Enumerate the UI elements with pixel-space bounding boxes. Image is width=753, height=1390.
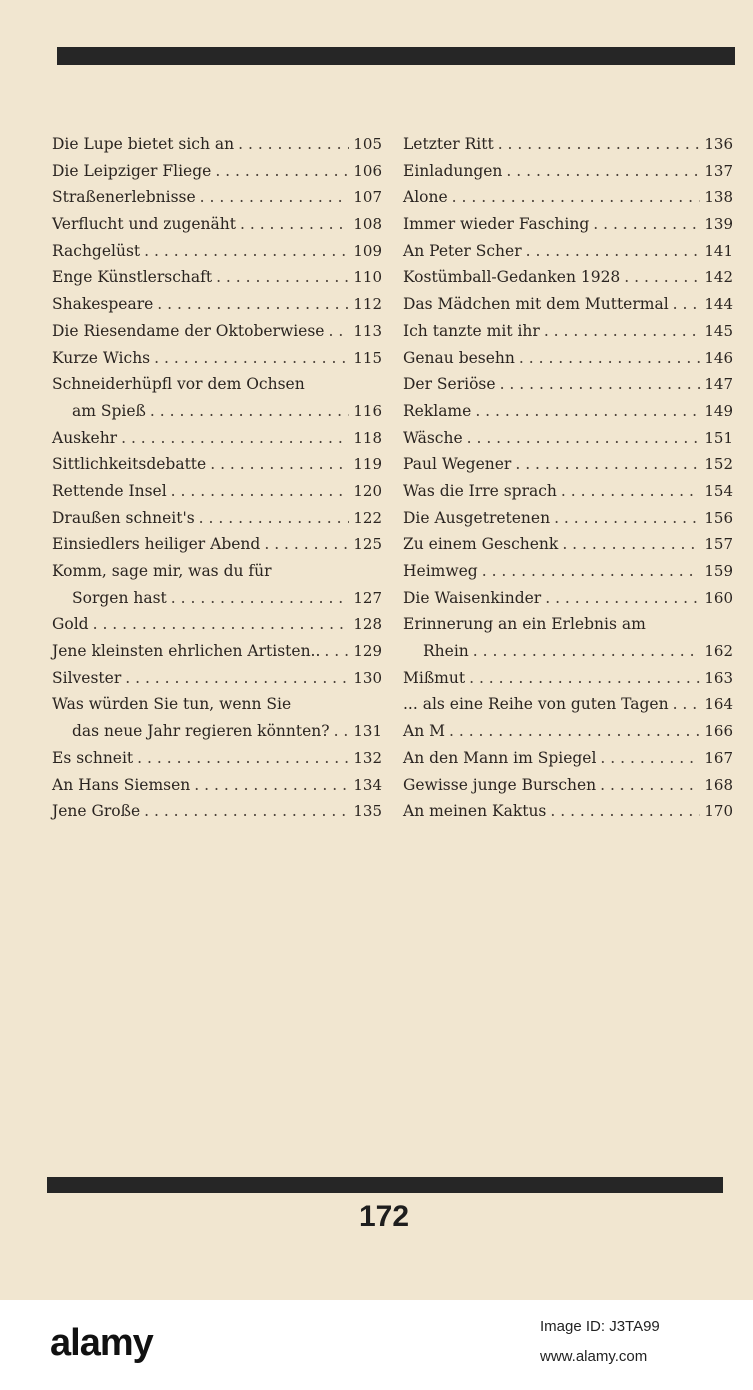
toc-entry (403, 318, 733, 345)
toc-entry-line (403, 291, 733, 318)
toc-entry-line (403, 558, 733, 585)
toc-entry-title: Verflucht und zugenäht (52, 215, 236, 234)
toc-entry-line (52, 531, 382, 558)
toc-leader-dots (199, 505, 350, 532)
toc-page-number: 122 (353, 508, 382, 527)
toc-entry (52, 531, 382, 558)
toc-entry-line (403, 345, 733, 372)
toc-leader-dots (515, 451, 700, 478)
toc-entry-line (403, 184, 733, 211)
toc-entry-title: Jene kleinsten ehrlichen Artisten.. (52, 642, 321, 661)
toc-page-number: 113 (353, 321, 382, 340)
toc-entry (52, 131, 382, 158)
toc-page-number: 132 (353, 748, 382, 767)
toc-entry (403, 745, 733, 772)
toc-entry (403, 264, 733, 291)
toc-entry-line (403, 505, 733, 532)
toc-entry (403, 585, 733, 612)
toc-entry-title: Immer wieder Fasching (403, 215, 590, 234)
toc-leader-dots (473, 638, 701, 665)
toc-leader-dots (554, 505, 700, 532)
watermark-logo: alamy (50, 1322, 153, 1364)
toc-entry (52, 158, 382, 185)
toc-leader-dots (593, 211, 700, 238)
toc-entry-title: das neue Jahr regieren könnten? (72, 722, 330, 741)
toc-left-column (52, 131, 382, 825)
toc-page-number: 141 (704, 241, 733, 260)
toc-leader-dots (125, 665, 349, 692)
toc-entry-line (403, 371, 733, 398)
toc-entry (52, 451, 382, 478)
toc-entry-line (52, 691, 382, 718)
toc-leader-dots (171, 585, 350, 612)
toc-leader-dots (469, 665, 700, 692)
toc-entry-title: Shakespeare (52, 295, 154, 314)
toc-page-number: 136 (704, 135, 733, 153)
toc-entry (52, 611, 382, 638)
toc-entry-line (403, 398, 733, 425)
toc-entry-line (52, 665, 382, 692)
toc-entry (403, 691, 733, 718)
toc-entry-title: Rachgelüst (52, 241, 141, 260)
toc-entry-title: An den Mann im Spiegel (403, 748, 597, 767)
toc-page-number: 137 (704, 161, 733, 180)
toc-page-number: 156 (704, 508, 733, 527)
toc-leader-dots (544, 318, 701, 345)
toc-page-number: 167 (704, 748, 733, 767)
toc-entry-title: Die Waisenkinder (403, 588, 542, 607)
toc-page-number: 147 (704, 375, 733, 394)
toc-leader-dots (238, 131, 349, 158)
toc-page-number: 128 (353, 615, 382, 634)
toc-page-number: 142 (704, 268, 733, 287)
toc-leader-dots (500, 371, 701, 398)
toc-entry-title: am Spieß (72, 401, 146, 420)
toc-entry-title: Komm, sage mir, was du für (52, 562, 272, 580)
toc-entry-title: Was würden Sie tun, wenn Sie (52, 695, 292, 714)
toc-page-number: 170 (704, 802, 733, 821)
toc-entry-line (52, 451, 382, 478)
toc-page-number: 119 (353, 455, 382, 474)
toc-page-number: 160 (704, 588, 733, 607)
toc-entry (52, 772, 382, 799)
toc-entry-title: Reklame (403, 401, 472, 420)
toc-entry-title: Das Mädchen mit dem Muttermal (403, 295, 669, 314)
toc-entry-title: Wäsche (403, 428, 463, 447)
toc-page-number: 151 (704, 428, 733, 447)
toc-entry-line (52, 718, 382, 745)
toc-leader-dots (157, 291, 349, 318)
toc-entry-line (52, 184, 382, 211)
toc-entry-title: Was die Irre sprach (403, 481, 557, 500)
toc-page-number: 152 (704, 455, 733, 474)
toc-entry (403, 798, 733, 825)
toc-entry-line (403, 211, 733, 238)
toc-entry (403, 451, 733, 478)
toc-entry-line (403, 425, 733, 452)
toc-entry (52, 238, 382, 265)
toc-entry-line (52, 211, 382, 238)
toc-entry-title: Paul Wegener (403, 455, 512, 474)
toc-page-number: 134 (353, 775, 382, 794)
watermark-image-id: Image ID: J3TA99 (540, 1318, 660, 1335)
toc-leader-dots (154, 345, 349, 372)
toc-entry-title: Letzter Ritt (403, 135, 494, 153)
toc-entry (52, 345, 382, 372)
toc-entry-title: Kurze Wichs (52, 348, 151, 367)
toc-entry-title: ... als eine Reihe von guten Tagen (403, 695, 669, 714)
toc-entry-line (52, 585, 382, 612)
toc-page-number: 138 (704, 188, 733, 207)
toc-leader-dots (334, 718, 350, 745)
toc-entry (403, 158, 733, 185)
toc-entry (52, 318, 382, 345)
toc-entry (52, 638, 382, 665)
toc-page-number: 144 (704, 295, 733, 314)
toc-entry-line (52, 798, 382, 825)
toc-entry (52, 184, 382, 211)
toc-entry-line (52, 745, 382, 772)
toc-leader-dots (137, 745, 349, 772)
toc-page-number: 130 (353, 668, 382, 687)
toc-entry-title: Rhein (423, 642, 469, 661)
bottom-rule (47, 1177, 723, 1193)
toc-entry-line (52, 238, 382, 265)
toc-entry (403, 505, 733, 532)
toc-leader-dots (194, 772, 349, 799)
toc-entry-title: Die Riesendame der Oktoberwiese (52, 321, 325, 340)
toc-entry-title: Kostümball-Gedanken 1928 (403, 268, 621, 287)
toc-leader-dots (624, 264, 700, 291)
toc-page-number: 139 (704, 215, 733, 234)
page-number: 172 (358, 1200, 410, 1233)
toc-leader-dots (673, 691, 701, 718)
toc-page-number: 107 (353, 188, 382, 207)
toc-entry-title: Gold (52, 615, 89, 634)
toc-entry-title: An Hans Siemsen (52, 775, 191, 794)
toc-entry (52, 425, 382, 452)
toc-entry (403, 531, 733, 558)
toc-leader-dots (328, 318, 349, 345)
toc-page-number: 162 (704, 642, 733, 661)
toc-page-number: 120 (353, 481, 382, 500)
toc-page-number: 159 (704, 562, 733, 580)
toc-entry-line (52, 558, 382, 585)
toc-entry (52, 691, 382, 744)
toc-entry-line (52, 425, 382, 452)
toc-entry-title: Auskehr (52, 428, 118, 447)
toc-page-number: 164 (704, 695, 733, 714)
toc-entry-title: Enge Künstlerschaft (52, 268, 213, 287)
toc-entry-title: Es schneit (52, 748, 134, 767)
toc-entry (52, 798, 382, 825)
toc-page-number: 112 (353, 295, 382, 314)
toc-entry (403, 718, 733, 745)
toc-entry (52, 371, 382, 424)
toc-entry-title: Genau besehn (403, 348, 515, 367)
toc-page-number: 105 (353, 135, 382, 153)
toc-leader-dots (506, 158, 700, 185)
toc-entry-line (52, 398, 382, 425)
toc-entry-title: Erinnerung an ein Erlebnis am (403, 615, 646, 634)
toc-entry (52, 291, 382, 318)
toc-entry-title: Mißmut (403, 668, 466, 687)
top-rule (57, 47, 735, 65)
toc-leader-dots (240, 211, 349, 238)
toc-entry-line (52, 158, 382, 185)
toc-entry-title: Straßenerlebnisse (52, 188, 196, 207)
toc-leader-dots (121, 425, 349, 452)
toc-entry (52, 211, 382, 238)
toc-entry (403, 211, 733, 238)
toc-entry (52, 478, 382, 505)
toc-leader-dots (550, 798, 700, 825)
toc-leader-dots (519, 345, 700, 372)
toc-page-number: 163 (704, 668, 733, 687)
watermark-banner (0, 1300, 753, 1390)
toc-leader-dots (216, 264, 349, 291)
toc-entry-title: Jene Große (52, 802, 141, 821)
toc-entry-line (403, 638, 733, 665)
toc-entry (403, 478, 733, 505)
toc-leader-dots (150, 398, 349, 425)
toc-entry-line (52, 478, 382, 505)
toc-entry-line (52, 371, 382, 398)
toc-entry-title: Draußen schneit's (52, 508, 195, 527)
toc-leader-dots (264, 531, 349, 558)
toc-page-number: 118 (353, 428, 382, 447)
toc-entry-title: An Peter Scher (403, 241, 522, 260)
toc-entry-line (403, 318, 733, 345)
toc-leader-dots (482, 558, 701, 585)
toc-entry-line (52, 772, 382, 799)
toc-entry (403, 772, 733, 799)
toc-leader-dots (600, 745, 700, 772)
toc-entry-title: Gewisse junge Burschen (403, 775, 597, 794)
toc-entry-line (52, 264, 382, 291)
toc-entry-line (403, 531, 733, 558)
toc-entry-title: Die Leipziger Fliege (52, 161, 212, 180)
toc-entry-line (403, 158, 733, 185)
toc-page-number: 109 (353, 241, 382, 260)
toc-entry-title: Sittlichkeitsdebatte (52, 455, 207, 474)
toc-entry-title: Silvester (52, 668, 122, 687)
toc-leader-dots (526, 238, 701, 265)
toc-entry-title: Der Seriöse (403, 375, 496, 394)
toc-page-number: 115 (353, 348, 382, 367)
toc-leader-dots (498, 131, 701, 158)
toc-entry-line (403, 772, 733, 799)
watermark-site: www.alamy.com (540, 1348, 648, 1365)
toc-page-number: 145 (704, 321, 733, 340)
toc-entry (403, 345, 733, 372)
toc-page-number: 125 (353, 535, 382, 554)
toc-entry (403, 184, 733, 211)
toc-page-number: 127 (353, 588, 382, 607)
toc-entry-title: Ich tanzte mit ihr (403, 321, 540, 340)
toc-entry (403, 425, 733, 452)
toc-entry-title: Einsiedlers heiliger Abend (52, 535, 261, 554)
toc-entry-title: An M (403, 722, 445, 741)
toc-page-number: 135 (353, 802, 382, 821)
toc-entry-line (52, 345, 382, 372)
toc-entry (403, 291, 733, 318)
toc-page-number: 149 (704, 401, 733, 420)
toc-entry-line (403, 585, 733, 612)
toc-entry-title: Zu einem Geschenk (403, 535, 559, 554)
toc-leader-dots (562, 531, 700, 558)
toc-leader-dots (171, 478, 350, 505)
toc-page-number: 157 (704, 535, 733, 554)
toc-entry (52, 745, 382, 772)
toc-entry (403, 371, 733, 398)
toc-entry (52, 505, 382, 532)
toc-leader-dots (215, 158, 349, 185)
toc-page-number: 131 (353, 722, 382, 741)
toc-entry-line (52, 505, 382, 532)
toc-entry-line (403, 478, 733, 505)
toc-entry-line (52, 638, 382, 665)
toc-entry-line (52, 611, 382, 638)
toc-page-number: 166 (704, 722, 733, 741)
toc-entry-title: Rettende Insel (52, 481, 167, 500)
toc-entry-line (52, 131, 382, 158)
toc-entry-line (403, 451, 733, 478)
toc-leader-dots (324, 638, 349, 665)
toc-right-column (403, 131, 733, 825)
toc-entry-title: Schneiderhüpfl vor dem Ochsen (52, 375, 305, 394)
toc-entry (403, 238, 733, 265)
toc-leader-dots (144, 798, 349, 825)
toc-leader-dots (600, 772, 700, 799)
toc-entry-line (403, 691, 733, 718)
toc-page-number: 168 (704, 775, 733, 794)
toc-entry-title: Alone (403, 188, 448, 207)
toc-entry-line (52, 318, 382, 345)
toc-page-number: 116 (353, 401, 382, 420)
toc-leader-dots (545, 585, 700, 612)
toc-entry-title: Einladungen (403, 161, 503, 180)
toc-entry-line (403, 718, 733, 745)
toc-page-number: 106 (353, 161, 382, 180)
toc-entry-line (403, 238, 733, 265)
toc-entry-line (403, 798, 733, 825)
toc-page-number: 110 (353, 268, 382, 287)
toc-leader-dots (467, 425, 701, 452)
toc-leader-dots (210, 451, 349, 478)
toc-leader-dots (673, 291, 701, 318)
toc-page-number: 129 (353, 642, 382, 661)
toc-leader-dots (452, 184, 701, 211)
toc-entry (403, 398, 733, 425)
toc-entry-line (403, 745, 733, 772)
toc-entry (403, 665, 733, 692)
toc-leader-dots (561, 478, 700, 505)
toc-page-number: 154 (704, 481, 733, 500)
toc-entry-line (403, 611, 733, 638)
toc-entry-title: Heimweg (403, 562, 478, 580)
toc-entry-line (403, 264, 733, 291)
toc-entry (403, 611, 733, 664)
toc-page-number: 146 (704, 348, 733, 367)
toc-leader-dots (144, 238, 349, 265)
toc-leader-dots (449, 718, 700, 745)
toc-leader-dots (475, 398, 700, 425)
toc-entry-line (52, 291, 382, 318)
toc-entry (52, 264, 382, 291)
toc-entry-title: Die Ausgetretenen (403, 508, 551, 527)
toc-entry (52, 665, 382, 692)
toc-leader-dots (200, 184, 350, 211)
toc-entry-title: Sorgen hast (72, 588, 167, 607)
toc-entry-title: Die Lupe bietet sich an (52, 135, 235, 153)
toc-entry (403, 131, 733, 158)
toc-entry-line (403, 131, 733, 158)
toc-entry (403, 558, 733, 585)
toc-entry-title: An meinen Kaktus (403, 802, 547, 821)
toc-entry (52, 558, 382, 611)
toc-page-number: 108 (353, 215, 382, 234)
toc-leader-dots (93, 611, 350, 638)
toc-entry-line (403, 665, 733, 692)
